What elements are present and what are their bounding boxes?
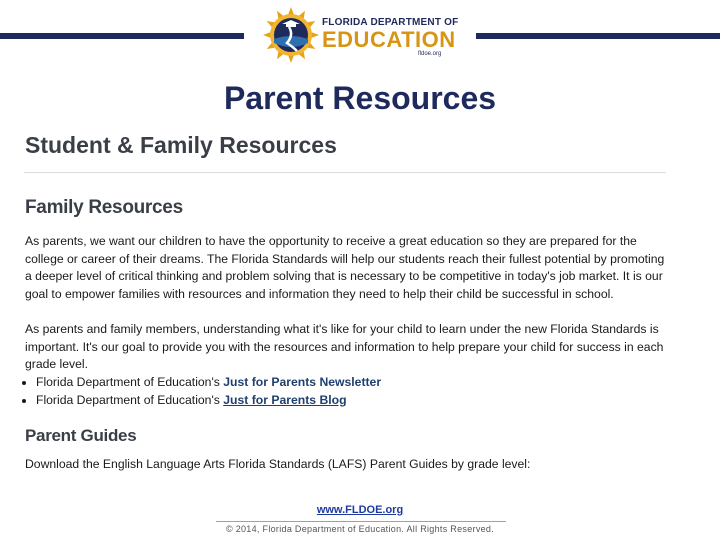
list-item-prefix: Florida Department of Education's	[36, 375, 224, 389]
parent-guides-heading: Parent Guides	[25, 426, 137, 445]
family-paragraph-2: As parents and family members, understanding what it's like for your child to learn under the new Florida Standards is important. It's our goal to provide you with the resources and information to help prepare your child for success in each grade level.	[25, 322, 664, 372]
family-resources-heading: Family Resources	[25, 197, 183, 218]
sun-seal-icon	[262, 6, 320, 64]
footer-copyright: © 2014, Florida Department of Education. All Rights Reserved.	[225, 524, 495, 534]
logo-line-2: EDUCATION	[322, 27, 456, 52]
blog-link[interactable]: Just for Parents Blog	[223, 392, 347, 407]
header-bar-right	[476, 33, 720, 39]
list-item	[36, 374, 381, 392]
web-page-screenshot	[24, 126, 674, 478]
parent-guides-text: Download the English Language Arts Florida Standards (LAFS) Parent Guides by grade level:	[25, 457, 531, 471]
footer-url-link[interactable]: www.FLDOE.org	[316, 504, 404, 516]
page-heading: Student & Family Resources	[25, 132, 337, 158]
slide-title: Parent Resources	[223, 80, 497, 116]
footer-divider	[216, 521, 506, 522]
heading-divider	[24, 172, 666, 173]
list-item-prefix: Florida Department of Education's	[36, 392, 224, 407]
header-bar-left	[0, 33, 244, 39]
family-paragraph-1: As parents, we want our children to have the opportunity to receive a great education so they are prepared for the college or career of their dreams. The Florida Standards will help our students reach their fullest potential by promoting a deeper level of critical thinking and problem solving that is necessary to be competitive in today's job market. It is our goal to empower families with resources and information they need to help their child be successful in school.	[25, 234, 665, 302]
fldoe-logo[interactable]	[262, 6, 458, 64]
newsletter-link[interactable]: Just for Parents Newsletter	[223, 375, 382, 389]
list-item	[36, 392, 381, 410]
resource-list	[24, 374, 381, 409]
logo-url: fldoe.org	[418, 51, 442, 57]
logo-line-1: FLORIDA DEPARTMENT OF	[322, 17, 459, 28]
